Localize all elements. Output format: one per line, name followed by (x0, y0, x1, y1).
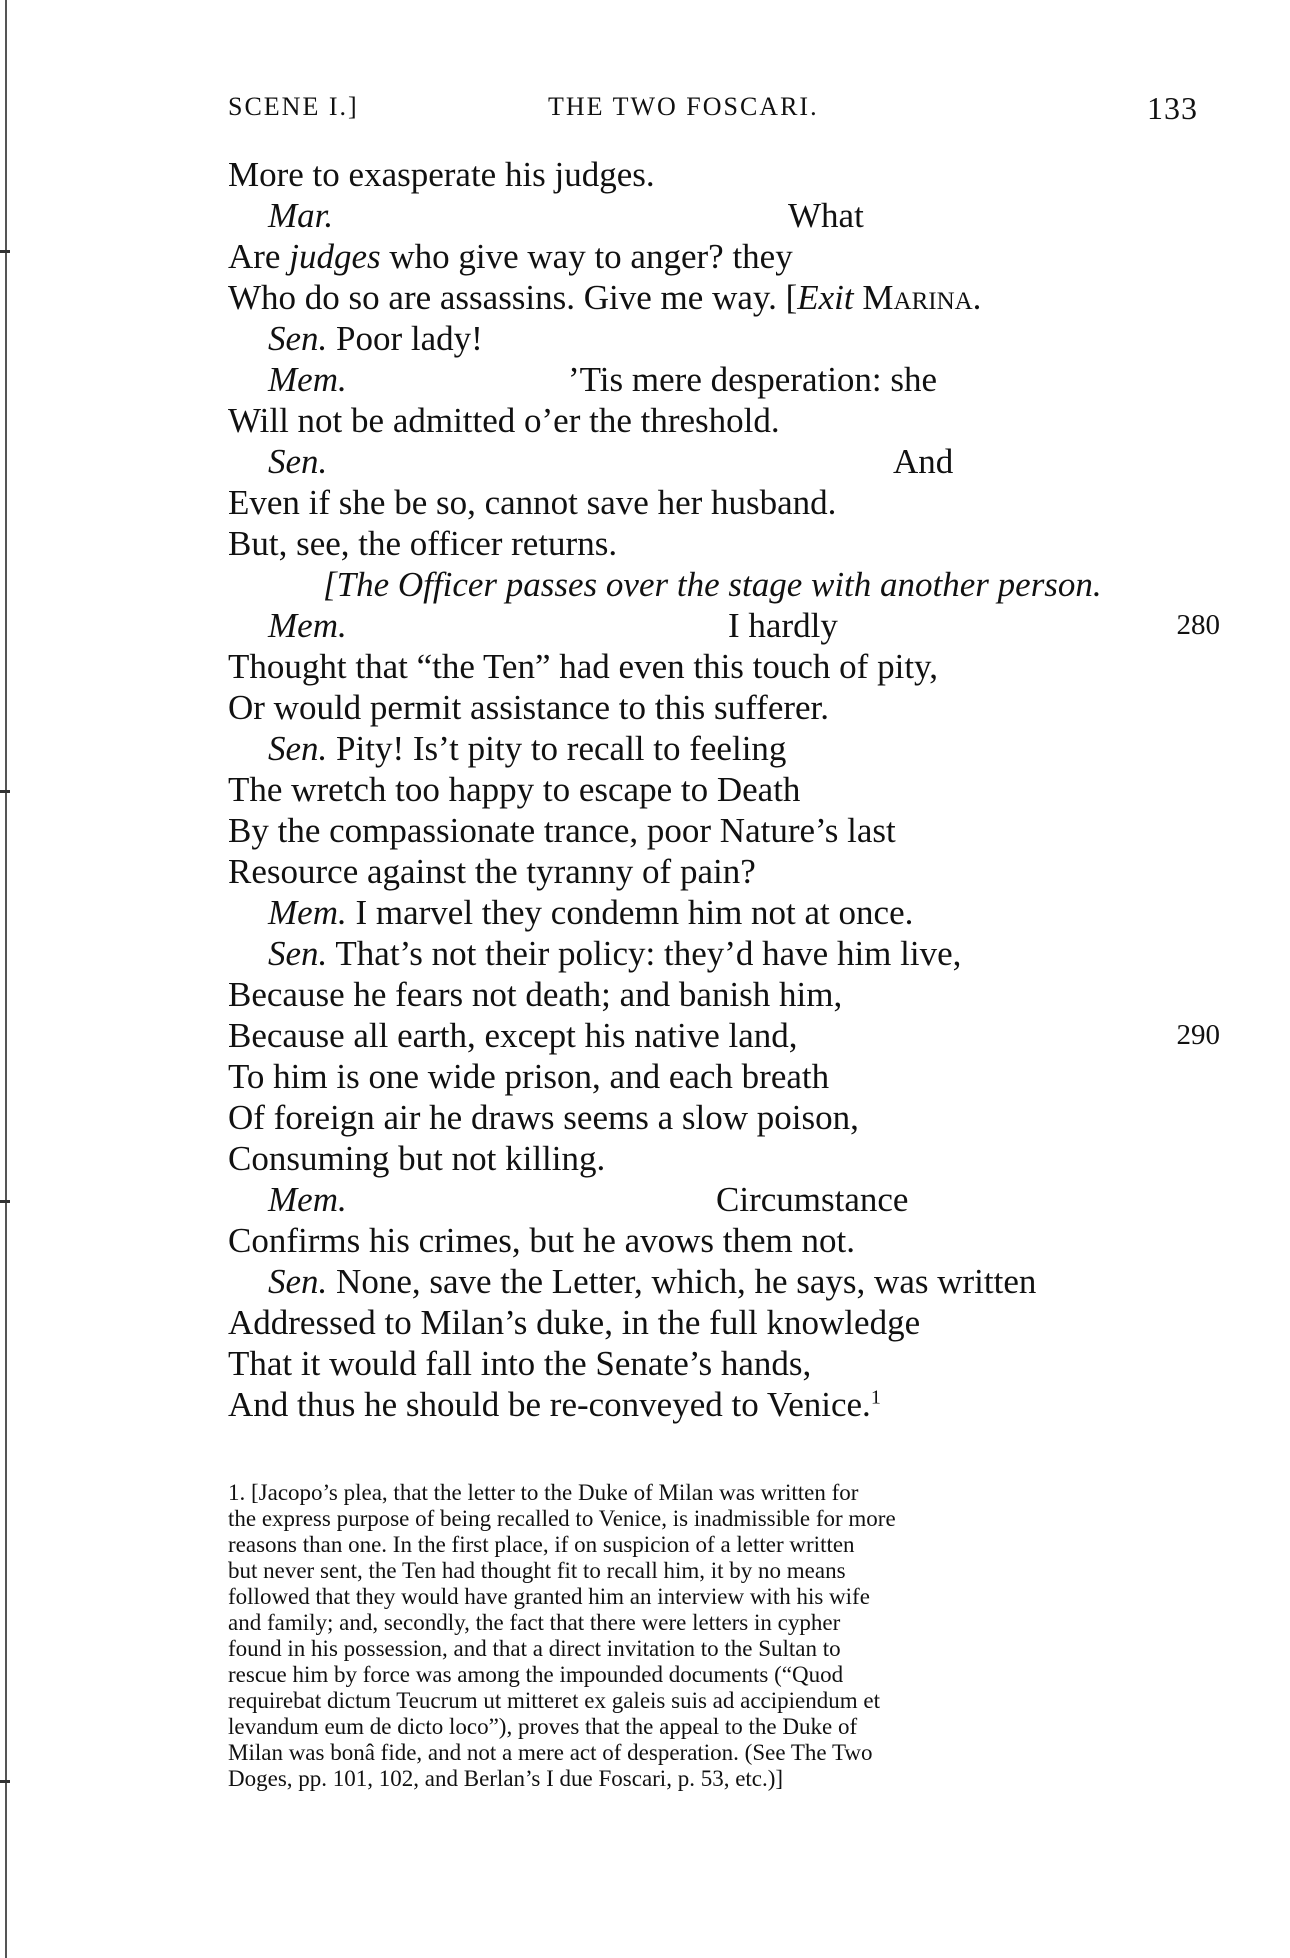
page-binding-edge (0, 0, 12, 1958)
line-text: Poor lady! (327, 319, 483, 358)
verse-line (228, 1302, 1228, 1343)
verse-line (228, 154, 1228, 195)
line-text: Will not be admitted o’er the threshold. (228, 401, 780, 440)
footnote-line: the express purpose of being recalled to Venice, is inadmissible for more (228, 1506, 896, 1531)
footnote-line: levandum eum de dicto loco”), proves that the appeal to the Duke of (228, 1714, 858, 1739)
footnote-line: 1. [Jacopo’s plea, that the letter to the Duke of Milan was written for (228, 1480, 859, 1505)
footnote-line: rescue him by force was among the impounded documents (“Quod (228, 1662, 844, 1687)
stage-direction-verb: Exit (797, 278, 854, 317)
binding-mark (0, 1780, 10, 1783)
speaker-name: Sen. (268, 729, 328, 768)
verse-line (228, 1097, 1228, 1138)
verse-line (228, 441, 1228, 482)
verse-line (228, 318, 1228, 359)
line-text: But, see, the officer returns. (228, 524, 618, 563)
stage-direction-name: Marina. (862, 278, 982, 317)
verse-line (228, 892, 1228, 933)
stage-direction: [The Officer passes over the stage with another person. (323, 565, 1102, 604)
verse-line (228, 523, 1228, 564)
line-text: Or would permit assistance to this sufferer. (228, 688, 830, 727)
speaker-name: Mem. (268, 360, 347, 399)
footnote-line: requirebat dictum Teucrum ut mitteret ex galeis suis ad accipiendum et (228, 1688, 880, 1713)
verse-line (228, 974, 1228, 1015)
running-header (228, 92, 1198, 128)
line-text: Pity! Is’t pity to recall to feeling (327, 729, 787, 768)
line-text: Circumstance (716, 1180, 909, 1219)
emphasis-text: judges (289, 237, 381, 276)
speaker-name: Sen. (268, 934, 328, 973)
footnote-line: found in his possession, and that a direct invitation to the Sultan to (228, 1636, 841, 1661)
line-text: Consuming but not killing. (228, 1139, 606, 1178)
verse-line (228, 1179, 1228, 1220)
verse-line (228, 1015, 1228, 1056)
stage-bracket: [ (785, 278, 798, 317)
speaker-name: Sen. (268, 442, 328, 481)
line-text: I marvel they condemn him not at once. (346, 893, 914, 932)
verse-line (228, 277, 1228, 318)
speaker-name: Mem. (268, 893, 347, 932)
line-text: And (893, 442, 954, 481)
speaker-name: Mem. (268, 606, 347, 645)
footnote-reference: 1 (870, 1386, 881, 1409)
verse-line (228, 195, 1228, 236)
footnote-line: and family; and, secondly, the fact that there were letters in cypher (228, 1610, 841, 1635)
line-text: Addressed to Milan’s duke, in the full knowledge (228, 1303, 921, 1342)
footnote-line: Milan was bonâ fide, and not a mere act of desperation. (See The Two (228, 1740, 873, 1765)
verse-line (228, 482, 1228, 523)
binding-mark (0, 250, 10, 253)
line-text: Who do so are assassins. Give me way. (228, 278, 777, 317)
line-text: To him is one wide prison, and each breath (228, 1057, 830, 1096)
line-text: Of foreign air he draws seems a slow poison, (228, 1098, 859, 1137)
header-title: THE TWO FOSCARI. (548, 92, 819, 121)
line-text: That it would fall into the Senate’s hands, (228, 1344, 812, 1383)
speaker-name: Sen. (268, 1262, 328, 1301)
line-text: More to exasperate his judges. (228, 155, 655, 194)
speaker-name: Mem. (268, 1180, 347, 1219)
line-text: None, save the Letter, which, he says, was written (327, 1262, 1037, 1301)
verse-line (228, 1343, 1228, 1384)
verse-line (228, 769, 1228, 810)
verse-line (228, 236, 1228, 277)
verse-line (228, 605, 1228, 646)
footnote (228, 1480, 1190, 1792)
speaker-name: Mar. (268, 196, 334, 235)
verse-line (228, 933, 1228, 974)
verse-line (228, 687, 1228, 728)
line-text: By the compassionate trance, poor Nature’s last (228, 811, 896, 850)
footnote-line: followed that they would have granted him an interview with his wife (228, 1584, 870, 1609)
binding-mark (0, 1200, 10, 1203)
line-text: That’s not their policy: they’d have him live, (327, 934, 962, 973)
line-text: Because all earth, except his native land, (228, 1016, 798, 1055)
line-number: 290 (1176, 1019, 1220, 1051)
line-number: 280 (1176, 609, 1220, 641)
line-text: who give way to anger? they (380, 237, 793, 276)
line-text: And thus he should be re-conveyed to Venice. (228, 1385, 871, 1424)
line-text: Resource against the tyranny of pain? (228, 852, 756, 891)
verse-line (228, 646, 1228, 687)
verse-line (228, 851, 1228, 892)
verse-line (228, 359, 1228, 400)
line-text: Confirms his crimes, but he avows them not. (228, 1221, 856, 1260)
verse-line (228, 810, 1228, 851)
line-text: I hardly (728, 606, 838, 645)
verse-line (228, 400, 1228, 441)
header-scene: SCENE I.] (228, 92, 359, 121)
stage-direction (786, 278, 982, 317)
verse-text (228, 154, 1228, 1425)
verse-line (228, 1261, 1228, 1302)
footnote-line: reasons than one. In the first place, if on suspicion of a letter written (228, 1532, 855, 1557)
footnote-line: but never sent, the Ten had thought fit to recall him, it by no means (228, 1558, 846, 1583)
line-text: What (788, 196, 864, 235)
line-text: Are (228, 237, 290, 276)
verse-line (228, 1138, 1228, 1179)
speaker-name: Sen. (268, 319, 328, 358)
binding-line (5, 0, 7, 1958)
verse-line (228, 1384, 1228, 1425)
footnote-line: Doges, pp. 101, 102, and Berlan’s I due Foscari, p. 53, etc.)] (228, 1766, 784, 1791)
line-text: Because he fears not death; and banish him, (228, 975, 843, 1014)
verse-line (228, 1220, 1228, 1261)
line-text: Thought that “the Ten” had even this touch of pity, (228, 647, 939, 686)
line-text: Even if she be so, cannot save her husband. (228, 483, 837, 522)
line-text: ’Tis mere desperation: she (568, 360, 938, 399)
line-text: The wretch too happy to escape to Death (228, 770, 801, 809)
verse-line (228, 728, 1228, 769)
verse-line (228, 1056, 1228, 1097)
verse-line (228, 564, 1228, 605)
page-number: 133 (1147, 90, 1198, 126)
binding-mark (0, 790, 10, 793)
